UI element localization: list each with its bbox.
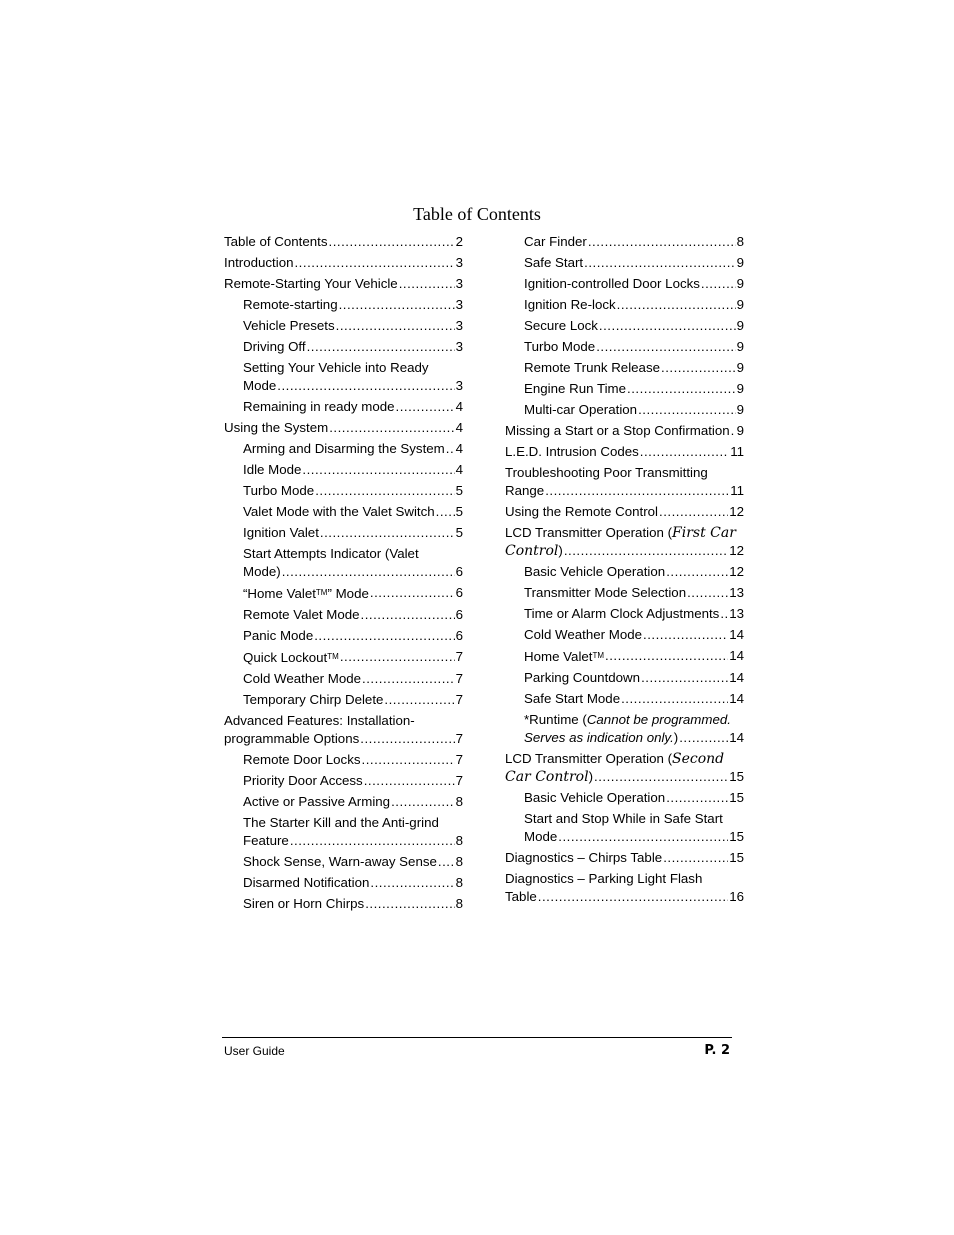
toc-page-number: 15 (729, 769, 744, 784)
toc-page-number: 7 (455, 692, 463, 707)
toc-page-number: 15 (729, 850, 744, 865)
toc-entry-text: Table (505, 889, 537, 904)
toc-entry[interactable] (224, 814, 463, 850)
dot-leader (436, 503, 455, 521)
toc-entry-text: Temporary Chirp Delete (243, 692, 384, 707)
dot-leader (596, 338, 735, 356)
toc-entry[interactable] (224, 874, 463, 892)
toc-page-number: 13 (729, 585, 744, 600)
dot-leader (329, 233, 455, 251)
dot-leader (666, 563, 728, 581)
dot-leader (594, 768, 728, 786)
toc-entry-text: “Home Valet (243, 586, 316, 601)
toc-page-number: 9 (736, 255, 744, 270)
toc-entry-text: Shock Sense, Warn-away Sense (243, 854, 437, 869)
toc-entry-text: Mode (524, 829, 558, 844)
toc-page-number: 6 (455, 564, 463, 579)
toc-entry[interactable] (224, 359, 463, 395)
dot-leader (446, 440, 455, 458)
toc-page-number: 14 (729, 691, 744, 706)
toc-entry-text: Active or Passive Arming (243, 794, 391, 809)
toc-page-number: 4 (455, 462, 463, 477)
toc-entry-text: *Runtime ( (524, 712, 587, 727)
toc-entry[interactable] (505, 422, 744, 440)
toc-entry[interactable] (505, 647, 744, 666)
toc-page-number: 8 (736, 234, 744, 249)
toc-page-number: 9 (736, 276, 744, 291)
toc-entry-text: Setting Your Vehicle into Ready (243, 360, 429, 375)
toc-entry-text: Cold Weather Mode (524, 627, 643, 642)
toc-entry[interactable] (505, 563, 744, 581)
toc-entry-text: Mode) (243, 564, 281, 579)
dot-leader (361, 606, 455, 624)
dot-leader (638, 401, 736, 419)
toc-page-number: 3 (455, 339, 463, 354)
toc-entry[interactable] (224, 254, 463, 272)
toc-entry[interactable] (224, 524, 463, 542)
toc-entry[interactable] (224, 419, 463, 437)
toc-entry-text: Transmitter Mode Selection (524, 585, 687, 600)
toc-entry-text: First Car (672, 525, 736, 541)
toc-entry-text: Diagnostics – Chirps Table (505, 850, 663, 865)
dot-leader (731, 422, 736, 440)
dot-leader (399, 275, 455, 293)
toc-page-number: 8 (455, 875, 463, 890)
toc-page-number: 8 (455, 794, 463, 809)
toc-page-number: 9 (736, 360, 744, 375)
toc-entry[interactable] (505, 380, 744, 398)
toc-entry-text: Vehicle Presets (243, 318, 335, 333)
toc-entry[interactable] (505, 275, 744, 293)
toc-column-right (505, 233, 744, 909)
toc-entry[interactable] (224, 296, 463, 314)
toc-entry-text: ) (588, 769, 594, 784)
toc-entry-text: Using the System (224, 420, 329, 435)
toc-entry-text: Start Attempts Indicator (Valet (243, 546, 419, 561)
toc-entry[interactable] (224, 338, 463, 356)
toc-entry[interactable] (505, 317, 744, 335)
toc-page-number: 5 (455, 525, 463, 540)
toc-entry[interactable] (224, 275, 463, 293)
toc-entry-text: Siren or Horn Chirps (243, 896, 365, 911)
toc-entry[interactable] (224, 772, 463, 790)
toc-entry-text: Turbo Mode (524, 339, 596, 354)
toc-entry-text: Introduction (224, 255, 294, 270)
toc-entry[interactable] (505, 690, 744, 708)
toc-page-number: 8 (455, 854, 463, 869)
toc-page-number: 3 (455, 276, 463, 291)
toc-page-number: 11 (730, 483, 744, 498)
toc-entry-text: Mode (243, 378, 277, 393)
dot-leader (362, 751, 455, 769)
dot-leader (640, 443, 729, 461)
dot-leader (302, 461, 454, 479)
dot-leader (320, 524, 455, 542)
toc-page-number: 7 (455, 731, 463, 746)
toc-entry[interactable] (505, 464, 744, 500)
toc-entry[interactable] (224, 853, 463, 871)
toc-entry-text: Idle Mode (243, 462, 302, 477)
toc-entry[interactable] (505, 789, 744, 807)
trademark-mark: TM (315, 588, 328, 597)
toc-entry[interactable] (224, 627, 463, 645)
toc-entry[interactable] (224, 233, 463, 251)
toc-entry-text: Remaining in ready mode (243, 399, 395, 414)
dot-leader (277, 377, 454, 395)
page-title: Table of Contents (413, 204, 541, 224)
dot-leader (307, 338, 455, 356)
dot-leader (365, 895, 454, 913)
toc-entry-text: Driving Off (243, 339, 306, 354)
dot-leader (396, 398, 455, 416)
toc-entry[interactable] (505, 750, 744, 786)
toc-entry-text: Car Control (505, 769, 589, 785)
toc-entry-text: Remote Door Locks (243, 752, 361, 767)
toc-page-number: 15 (729, 829, 744, 844)
dot-leader (364, 772, 455, 790)
toc-entry[interactable] (224, 461, 463, 479)
dot-leader (370, 874, 454, 892)
toc-page-number: 7 (455, 752, 463, 767)
toc-entry-text: Troubleshooting Poor Transmitting (505, 465, 708, 480)
toc-page-number: 14 (729, 730, 744, 745)
toc-entry[interactable] (224, 751, 463, 769)
toc-entry[interactable] (505, 711, 744, 747)
toc-entry[interactable] (224, 670, 463, 688)
page-number: P. 2 (704, 1043, 730, 1058)
toc-entry-text: Time or Alarm Clock Adjustments (524, 606, 720, 621)
toc-entry-text: The Starter Kill and the Anti-grind (243, 815, 439, 830)
toc-entry[interactable] (224, 398, 463, 416)
toc-entry[interactable] (224, 545, 463, 581)
dot-leader (314, 627, 454, 645)
toc-entry-text: Safe Start (524, 255, 584, 270)
dot-leader (617, 296, 736, 314)
toc-page-number: 9 (736, 297, 744, 312)
dot-leader (438, 853, 455, 871)
toc-entry-text: Cannot be programmed. (586, 712, 731, 727)
dot-leader (641, 669, 728, 687)
toc-entry-text: L.E.D. Intrusion Codes (505, 444, 639, 459)
toc-entry[interactable] (224, 606, 463, 624)
toc-entry[interactable] (505, 870, 744, 906)
dot-leader (558, 828, 728, 846)
dot-leader (621, 690, 728, 708)
toc-entry-text: Remote-Starting Your Vehicle (224, 276, 398, 291)
dot-leader (360, 730, 454, 748)
toc-entry-text: Engine Run Time (524, 381, 626, 396)
toc-entry-text: Diagnostics – Parking Light Flash (505, 871, 703, 886)
dot-leader (643, 626, 728, 644)
toc-entry[interactable] (505, 401, 744, 419)
toc-entry-text: Table of Contents (224, 234, 328, 249)
toc-entry[interactable] (505, 849, 744, 867)
toc-page-number: 14 (729, 670, 744, 685)
toc-page-number: 3 (455, 255, 463, 270)
toc-entry-text: Using the Remote Control (505, 504, 658, 519)
toc-page-number: 14 (729, 648, 744, 663)
toc-page-number: 12 (729, 504, 744, 519)
toc-page-number: 9 (736, 318, 744, 333)
toc-page-number: 6 (455, 585, 463, 600)
dot-leader (282, 563, 455, 581)
toc-entry-text: Missing a Start or a Stop Confirmation (505, 423, 730, 438)
toc-entry[interactable] (505, 605, 744, 623)
dot-leader (687, 584, 728, 602)
dot-leader (605, 647, 728, 666)
toc-entry-text: Arming and Disarming the System (243, 441, 445, 456)
footer-divider (222, 1037, 732, 1038)
toc-entry-text: Quick Lockout (243, 650, 328, 665)
toc-page-number: 4 (455, 441, 463, 456)
toc-page-number: 7 (455, 773, 463, 788)
dot-leader (329, 419, 454, 437)
toc-entry[interactable] (224, 895, 463, 913)
toc-entry-text: Turbo Mode (243, 483, 315, 498)
toc-entry-text: Secure Lock (524, 318, 598, 333)
toc-entry-text: Car Finder (524, 234, 587, 249)
toc-entry-text: Remote Valet Mode (243, 607, 360, 622)
toc-entry-text: Panic Mode (243, 628, 314, 643)
dot-leader (538, 888, 728, 906)
toc-page-number: 8 (455, 833, 463, 848)
toc-page-number: 12 (729, 564, 744, 579)
toc-entry-text: Control (505, 543, 559, 559)
toc-entry-text: Valet Mode with the Valet Switch (243, 504, 435, 519)
dot-leader (679, 729, 728, 747)
toc-entry[interactable] (505, 359, 744, 377)
toc-entry-text: LCD Transmitter Operation ( (505, 751, 673, 766)
dot-leader (599, 317, 736, 335)
toc-entry-text: ) (558, 543, 563, 558)
toc-entry-text: Multi-car Operation (524, 402, 638, 417)
toc-page-number: 3 (455, 378, 463, 393)
dot-leader (661, 359, 736, 377)
toc-page-number: 7 (455, 649, 463, 664)
trademark-mark: TM (592, 651, 605, 660)
toc-page-number: 6 (455, 628, 463, 643)
toc-entry[interactable] (505, 669, 744, 687)
dot-leader (294, 254, 454, 272)
toc-page-number: 3 (455, 297, 463, 312)
toc-page-number: 2 (455, 234, 463, 249)
toc-page-number: 7 (455, 671, 463, 686)
toc-entry-text: Start and Stop While in Safe Start (524, 811, 723, 826)
toc-entry-text: Ignition Re-lock (524, 297, 616, 312)
toc-entry[interactable] (224, 691, 463, 709)
dot-leader (701, 275, 736, 293)
toc-entry-text: Remote-starting (243, 297, 338, 312)
toc-entry-text: Serves as indication only. (524, 730, 674, 745)
toc-entry-text: ) (673, 730, 679, 745)
toc-page-number: 5 (455, 483, 463, 498)
toc-entry-text: Priority Door Access (243, 773, 363, 788)
toc-page-number: 16 (729, 889, 744, 904)
toc-entry[interactable] (505, 810, 744, 846)
toc-entry-text: Second (672, 751, 725, 767)
dot-leader (666, 789, 728, 807)
toc-entry-text: ” Mode (327, 586, 369, 601)
toc-page-number: 9 (736, 402, 744, 417)
dot-leader (584, 254, 735, 272)
dot-leader (362, 670, 455, 688)
toc-page-number: 3 (455, 318, 463, 333)
dot-leader (663, 849, 728, 867)
toc-entry[interactable] (505, 524, 744, 560)
toc-entry-text: Remote Trunk Release (524, 360, 660, 375)
toc-page-number: 12 (729, 543, 744, 558)
toc-entry-text: Cold Weather Mode (243, 671, 362, 686)
toc-entry[interactable] (505, 233, 744, 251)
toc-page-number: 6 (455, 607, 463, 622)
dot-leader (290, 832, 455, 850)
dot-leader (627, 380, 736, 398)
toc-page-number: 8 (455, 896, 463, 911)
toc-page-number: 15 (729, 790, 744, 805)
dot-leader (384, 691, 454, 709)
toc-entry[interactable] (505, 626, 744, 644)
dot-leader (659, 503, 728, 521)
dot-leader (720, 605, 728, 623)
toc-entry[interactable] (505, 584, 744, 602)
dot-leader (370, 584, 455, 603)
dot-leader (391, 793, 455, 811)
toc-entry[interactable] (224, 584, 463, 603)
dot-leader (340, 648, 455, 667)
toc-page-number: 4 (455, 399, 463, 414)
toc-column-left (224, 233, 463, 916)
dot-leader (588, 233, 736, 251)
toc-entry[interactable] (505, 443, 744, 461)
toc-page-number: 9 (736, 339, 744, 354)
toc-entry[interactable] (224, 503, 463, 521)
toc-entry-text: Ignition Valet (243, 525, 319, 540)
toc-entry[interactable] (505, 503, 744, 521)
dot-leader (336, 317, 455, 335)
footer-label: User Guide (224, 1044, 285, 1058)
toc-entry-text: Basic Vehicle Operation (524, 564, 666, 579)
toc-entry-text: LCD Transmitter Operation ( (505, 525, 673, 540)
toc-entry-text: Range (505, 483, 545, 498)
toc-entry-text: Safe Start Mode (524, 691, 621, 706)
toc-page-number: 9 (736, 381, 744, 396)
toc-entry[interactable] (505, 254, 744, 272)
toc-entry[interactable] (224, 712, 463, 748)
dot-leader (545, 482, 729, 500)
toc-entry-text: Parking Countdown (524, 670, 641, 685)
dot-leader (315, 482, 454, 500)
toc-entry[interactable] (224, 648, 463, 667)
toc-entry-text: Basic Vehicle Operation (524, 790, 666, 805)
toc-entry[interactable] (224, 440, 463, 458)
toc-entry-text: Disarmed Notification (243, 875, 370, 890)
toc-entry[interactable] (505, 338, 744, 356)
toc-entry-text: Advanced Features: Installation- (224, 713, 415, 728)
toc-page-number: 13 (729, 606, 744, 621)
toc-entry-text: Home Valet (524, 649, 593, 664)
toc-entry[interactable] (505, 296, 744, 314)
dot-leader (339, 296, 455, 314)
toc-page-number: 4 (455, 420, 463, 435)
toc-entry[interactable] (224, 793, 463, 811)
trademark-mark: TM (327, 652, 339, 661)
toc-page-number: 14 (729, 627, 744, 642)
toc-entry-text: Feature (243, 833, 289, 848)
toc-entry-text: Ignition-controlled Door Locks (524, 276, 700, 291)
toc-page-number: 5 (455, 504, 463, 519)
toc-page-number: 9 (736, 423, 744, 438)
toc-entry-text: programmable Options (224, 731, 360, 746)
toc-page-number: 11 (730, 444, 744, 459)
toc-entry[interactable] (224, 317, 463, 335)
toc-entry[interactable] (224, 482, 463, 500)
dot-leader (564, 542, 728, 560)
